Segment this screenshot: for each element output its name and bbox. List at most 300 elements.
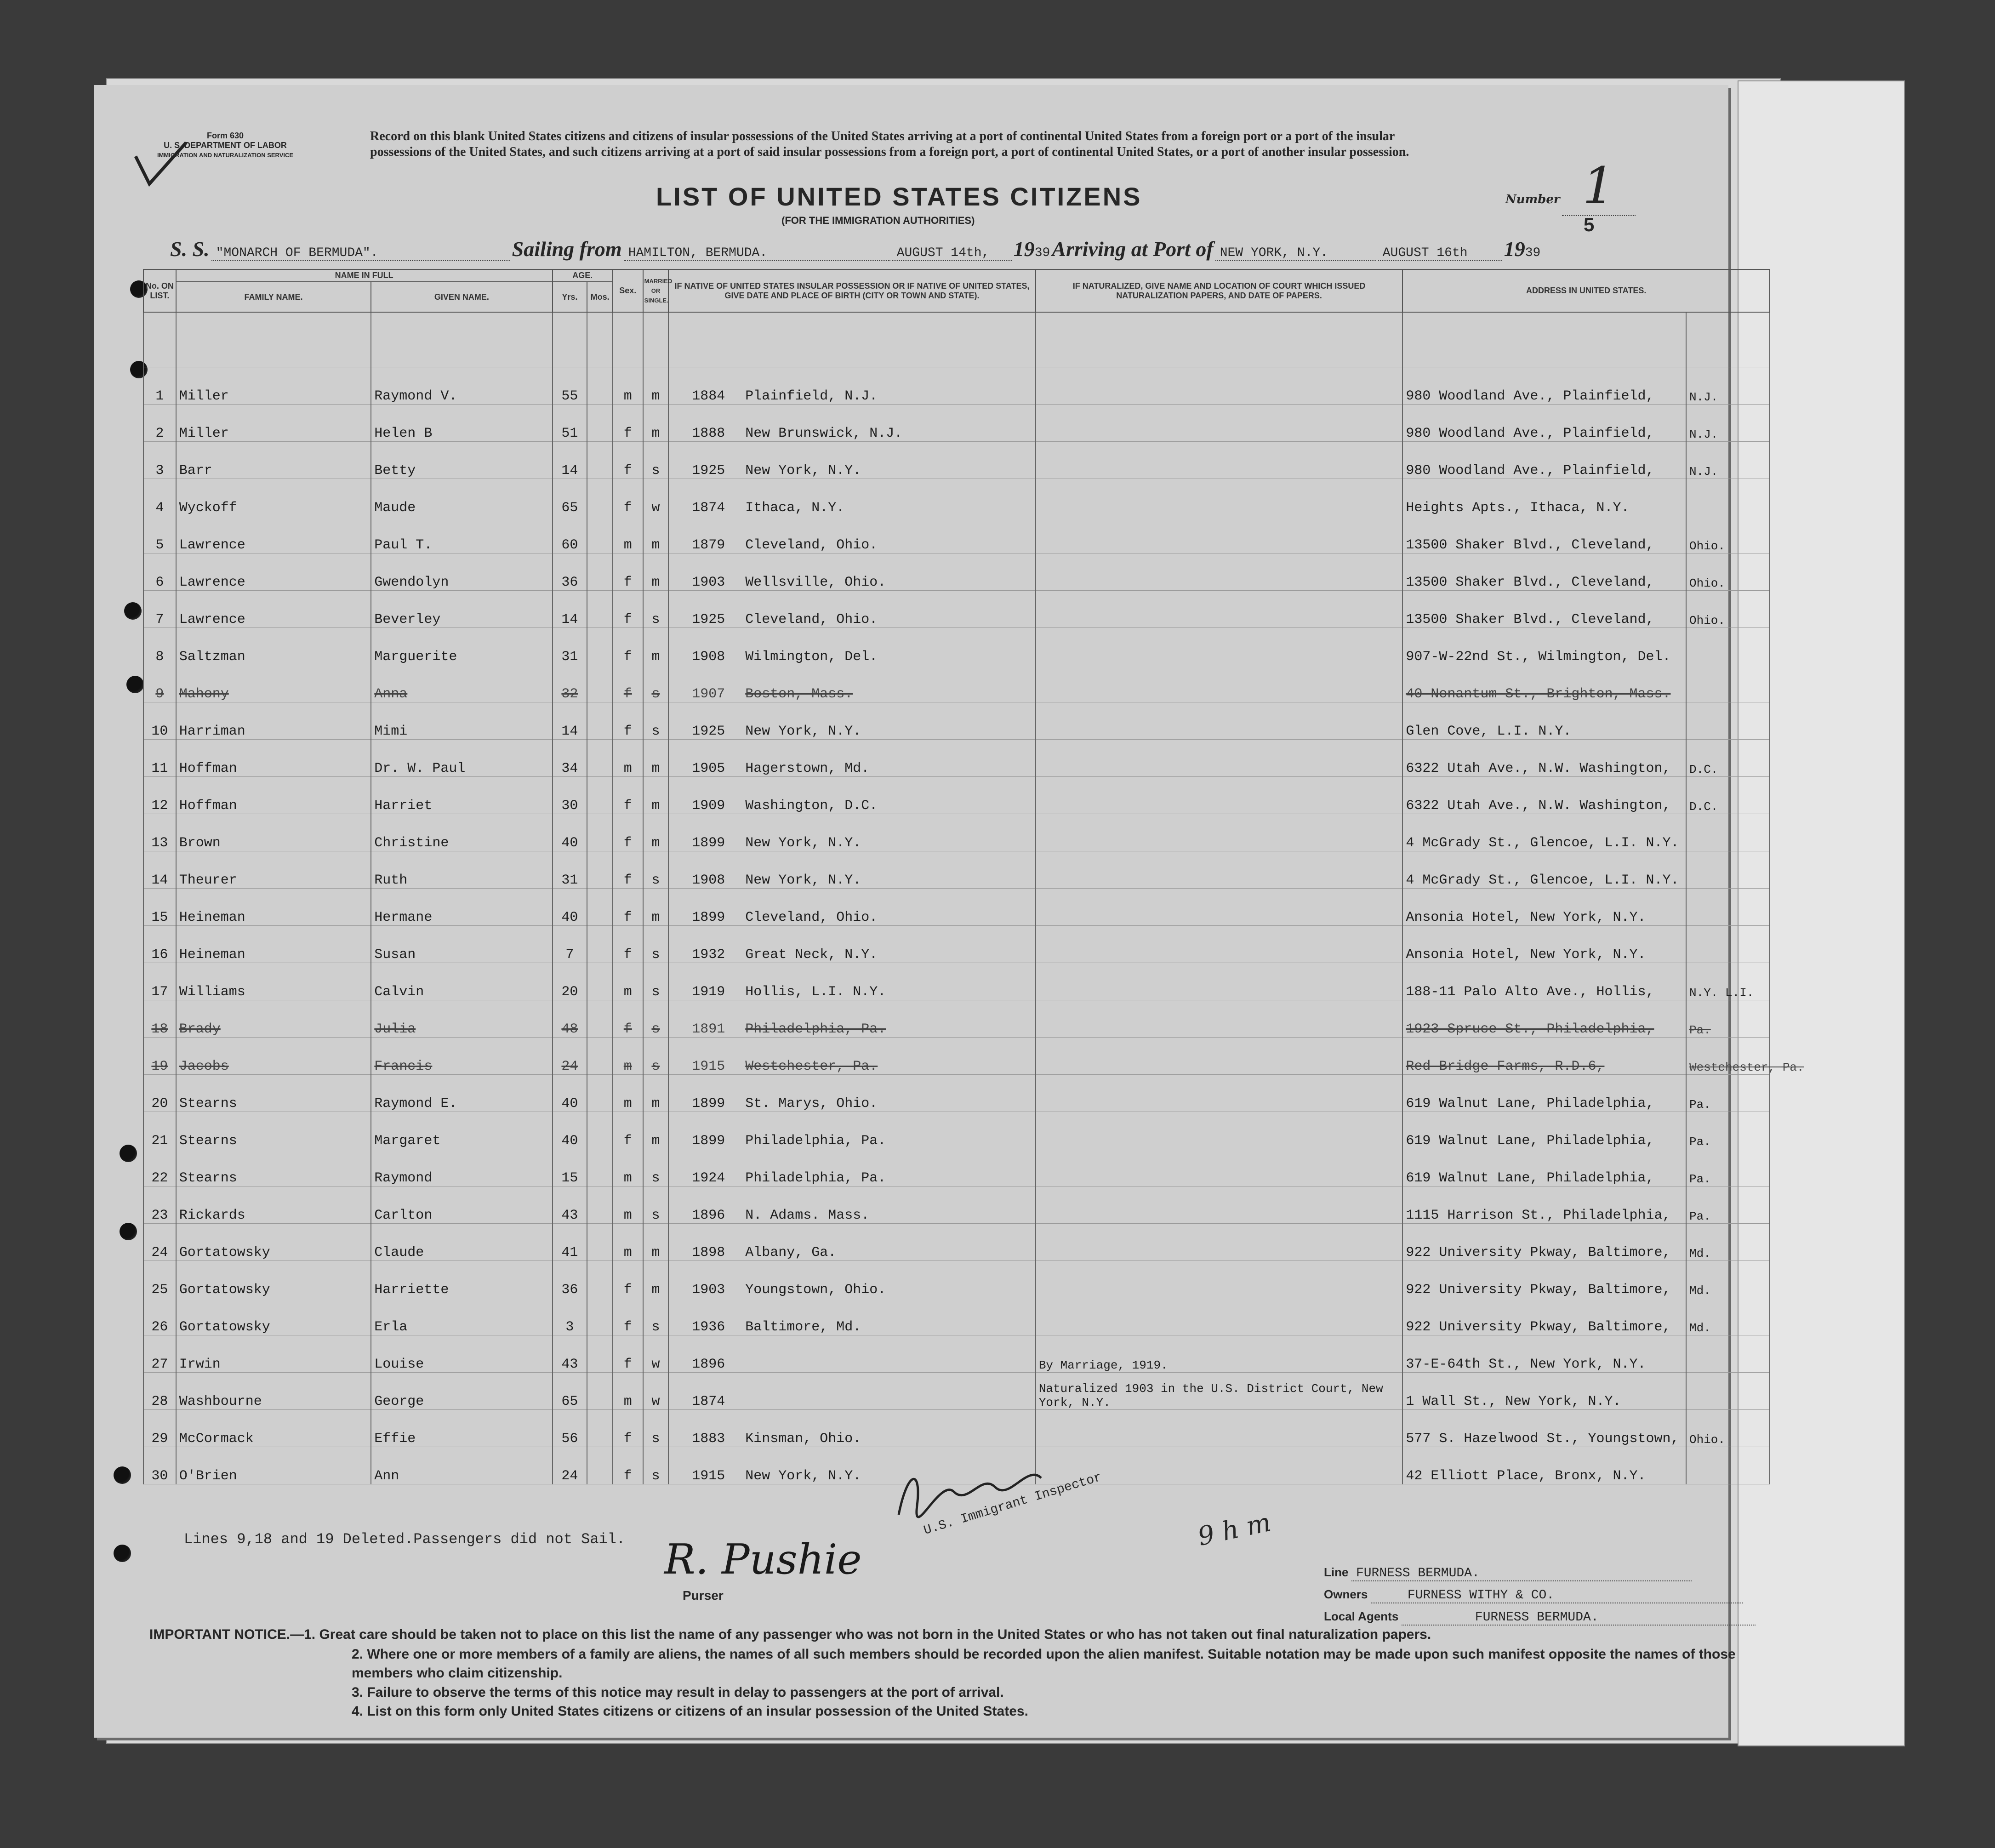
address-state: Md. bbox=[1686, 1224, 1770, 1261]
ship-name: "MONARCH OF BERMUDA". bbox=[211, 246, 510, 261]
birth-info bbox=[668, 777, 1036, 814]
birth-place: Hollis, L.I. N.Y. bbox=[745, 984, 886, 1000]
family-name: Wyckoff bbox=[176, 479, 371, 516]
table-row bbox=[143, 1410, 1770, 1447]
age-months bbox=[587, 1298, 613, 1335]
address-state bbox=[1686, 479, 1770, 516]
marital-status: m bbox=[643, 1112, 669, 1149]
address-state: Md. bbox=[1686, 1261, 1770, 1298]
age-months bbox=[587, 1261, 613, 1298]
naturalization bbox=[1036, 926, 1403, 963]
address-state bbox=[1686, 702, 1770, 740]
marital-status: m bbox=[643, 777, 669, 814]
birth-year: 1905 bbox=[692, 761, 725, 776]
birth-place: Plainfield, N.J. bbox=[745, 388, 878, 404]
owners-label: Owners bbox=[1324, 1587, 1368, 1601]
family-name: Washbourne bbox=[176, 1373, 371, 1410]
age-months bbox=[587, 1075, 613, 1112]
age-years: 36 bbox=[553, 1261, 587, 1298]
birth-place: Great Neck, N.Y. bbox=[745, 947, 878, 963]
age-years: 14 bbox=[553, 591, 587, 628]
address-state: Md. bbox=[1686, 1298, 1770, 1335]
birth-info bbox=[668, 1000, 1036, 1038]
age-years: 48 bbox=[553, 1000, 587, 1038]
birth-year: 1899 bbox=[692, 835, 725, 851]
birth-place: Hagerstown, Md. bbox=[745, 761, 870, 776]
punch-hole bbox=[126, 676, 144, 693]
age-years: 15 bbox=[553, 1149, 587, 1186]
naturalization bbox=[1036, 1038, 1403, 1075]
birth-year: 1919 bbox=[692, 984, 725, 1000]
col-name-in-full: NAME IN FULL bbox=[176, 269, 553, 282]
marital-status: s bbox=[643, 1000, 669, 1038]
given-name: Louise bbox=[371, 1335, 552, 1373]
row-number: 5 bbox=[143, 516, 176, 553]
sex: f bbox=[613, 1298, 643, 1335]
sailing-label: Sailing from bbox=[512, 237, 622, 261]
age-months bbox=[587, 1410, 613, 1447]
birth-place: Youngstown, Ohio. bbox=[745, 1282, 886, 1298]
deleted-lines-note: Lines 9,18 and 19 Deleted.Passengers did not Sail. bbox=[184, 1531, 626, 1548]
given-name: Harriet bbox=[371, 777, 552, 814]
given-name: Anna bbox=[371, 665, 552, 702]
age-months bbox=[587, 367, 613, 405]
notice-item-2: 2. Where one or more members of a family are aliens, the names of all such members should be recorded upon the alien manifest. Suitable notation may be made upon such manifest opposite the names of those members who claim citizenship. bbox=[352, 1647, 1736, 1681]
family-name: Miller bbox=[176, 367, 371, 405]
manifest-page bbox=[94, 85, 1804, 1738]
address: 1115 Harrison St., Philadelphia, bbox=[1402, 1186, 1686, 1224]
marital-status: s bbox=[643, 963, 669, 1000]
age-months bbox=[587, 1186, 613, 1224]
family-name: Williams bbox=[176, 963, 371, 1000]
birth-info bbox=[668, 814, 1036, 851]
birth-place: Albany, Ga. bbox=[745, 1245, 837, 1261]
inspector-signature bbox=[889, 1460, 1083, 1535]
birth-place: St. Marys, Ohio. bbox=[745, 1096, 878, 1112]
address-state: Ohio. bbox=[1686, 553, 1770, 591]
family-name: Gortatowsky bbox=[176, 1298, 371, 1335]
address: 980 Woodland Ave., Plainfield, bbox=[1402, 367, 1686, 405]
age-years: 51 bbox=[553, 405, 587, 442]
naturalization bbox=[1036, 1186, 1403, 1224]
punch-hole bbox=[114, 1466, 131, 1484]
age-months bbox=[587, 479, 613, 516]
address: 6322 Utah Ave., N.W. Washington, bbox=[1402, 740, 1686, 777]
given-name: Susan bbox=[371, 926, 552, 963]
table-spacer-row bbox=[143, 312, 1770, 367]
age-months bbox=[587, 1149, 613, 1186]
address-state bbox=[1686, 814, 1770, 851]
marital-status: s bbox=[643, 1186, 669, 1224]
family-name: Stearns bbox=[176, 1075, 371, 1112]
birth-info bbox=[668, 963, 1036, 1000]
notice-item-3: 3. Failure to observe the terms of this notice may result in delay to passengers at the port of arrival. bbox=[352, 1685, 1004, 1700]
naturalization bbox=[1036, 777, 1403, 814]
address: Ansonia Hotel, New York, N.Y. bbox=[1402, 926, 1686, 963]
age-months bbox=[587, 1335, 613, 1373]
given-name: Dr. W. Paul bbox=[371, 740, 552, 777]
age-months bbox=[587, 516, 613, 553]
naturalization bbox=[1036, 1000, 1403, 1038]
purser-label: Purser bbox=[683, 1588, 724, 1603]
sex: m bbox=[613, 1038, 643, 1075]
address: 980 Woodland Ave., Plainfield, bbox=[1402, 442, 1686, 479]
naturalization bbox=[1036, 1075, 1403, 1112]
address-state: Pa. bbox=[1686, 1112, 1770, 1149]
given-name: Francis bbox=[371, 1038, 552, 1075]
arrival-port: NEW YORK, N.Y. bbox=[1215, 246, 1376, 261]
family-name: Stearns bbox=[176, 1112, 371, 1149]
family-name: Hoffman bbox=[176, 777, 371, 814]
form-number: Form 630 bbox=[206, 131, 244, 140]
arrival-date: AUGUST 16th bbox=[1378, 246, 1502, 261]
address: 907-W-22nd St., Wilmington, Del. bbox=[1402, 628, 1686, 665]
given-name: Christine bbox=[371, 814, 552, 851]
given-name: Julia bbox=[371, 1000, 552, 1038]
table-row bbox=[143, 516, 1770, 553]
sex: f bbox=[613, 702, 643, 740]
birth-place: New York, N.Y. bbox=[745, 1468, 861, 1484]
marital-status: m bbox=[643, 889, 669, 926]
birth-year: 1915 bbox=[692, 1468, 725, 1484]
col-family: FAMILY NAME. bbox=[176, 282, 371, 312]
address: 619 Walnut Lane, Philadelphia, bbox=[1402, 1149, 1686, 1186]
address-state: Pa. bbox=[1686, 1000, 1770, 1038]
form-tag bbox=[147, 131, 303, 160]
address: 922 University Pkway, Baltimore, bbox=[1402, 1298, 1686, 1335]
naturalization bbox=[1036, 516, 1403, 553]
col-yrs: Yrs. bbox=[553, 282, 587, 312]
marital-status: m bbox=[643, 553, 669, 591]
marital-status: m bbox=[643, 1075, 669, 1112]
age-years: 14 bbox=[553, 442, 587, 479]
age-years: 60 bbox=[553, 516, 587, 553]
given-name: Maude bbox=[371, 479, 552, 516]
sex: f bbox=[613, 1261, 643, 1298]
marital-status: m bbox=[643, 1224, 669, 1261]
intro-paragraph: Record on this blank United States citizens and citizens of insular possessions of the United States arriving at a port of continental United States from a foreign port or a port of the insular possessions of the United States, and such citizens arriving at a port of said insular possessions from a foreign port, a port of continental United States, or a port of another insular possession. bbox=[370, 129, 1409, 159]
row-number: 3 bbox=[143, 442, 176, 479]
address-state: Pa. bbox=[1686, 1149, 1770, 1186]
agents-field bbox=[1324, 1609, 1756, 1626]
sex: f bbox=[613, 479, 643, 516]
given-name: Erla bbox=[371, 1298, 552, 1335]
birth-info bbox=[668, 591, 1036, 628]
birth-info bbox=[668, 1075, 1036, 1112]
marital-status: m bbox=[643, 367, 669, 405]
address: 922 University Pkway, Baltimore, bbox=[1402, 1224, 1686, 1261]
family-name: Heineman bbox=[176, 889, 371, 926]
birth-year: 1899 bbox=[692, 1133, 725, 1149]
family-name: Lawrence bbox=[176, 516, 371, 553]
marital-status: s bbox=[643, 851, 669, 889]
form-service: IMMIGRATION AND NATURALIZATION SERVICE bbox=[157, 152, 294, 159]
address: 4 McGrady St., Glencoe, L.I. N.Y. bbox=[1402, 851, 1686, 889]
address: 188-11 Palo Alto Ave., Hollis, bbox=[1402, 963, 1686, 1000]
address-state: N.Y. L.I. bbox=[1686, 963, 1770, 1000]
age-months bbox=[587, 1038, 613, 1075]
birth-info bbox=[668, 628, 1036, 665]
marital-status: s bbox=[643, 1410, 669, 1447]
age-years: 14 bbox=[553, 702, 587, 740]
sex: f bbox=[613, 814, 643, 851]
birth-info bbox=[668, 665, 1036, 702]
row-number: 8 bbox=[143, 628, 176, 665]
birth-place: New York, N.Y. bbox=[745, 724, 861, 739]
marital-status: s bbox=[643, 442, 669, 479]
birth-year: 1898 bbox=[692, 1245, 725, 1261]
inspector-label: U.S. Immigrant Inspector bbox=[922, 1470, 1104, 1538]
family-name: Saltzman bbox=[176, 628, 371, 665]
marital-status: m bbox=[643, 628, 669, 665]
sex: f bbox=[613, 628, 643, 665]
birth-place: Philadelphia, Pa. bbox=[745, 1021, 886, 1037]
naturalization: By Marriage, 1919. bbox=[1036, 1335, 1403, 1373]
col-given: GIVEN NAME. bbox=[371, 282, 552, 312]
sail-year-prefix: 19 bbox=[1013, 237, 1035, 261]
naturalization bbox=[1036, 591, 1403, 628]
address: 13500 Shaker Blvd., Cleveland, bbox=[1402, 516, 1686, 553]
col-age: AGE. bbox=[553, 269, 613, 282]
list-number bbox=[1505, 156, 1636, 216]
age-years: 36 bbox=[553, 553, 587, 591]
row-number: 10 bbox=[143, 702, 176, 740]
age-months bbox=[587, 665, 613, 702]
table-row bbox=[143, 479, 1770, 516]
birth-year: 1909 bbox=[692, 798, 725, 814]
given-name: Ruth bbox=[371, 851, 552, 889]
sex: f bbox=[613, 591, 643, 628]
given-name: Ann bbox=[371, 1447, 552, 1484]
row-number: 14 bbox=[143, 851, 176, 889]
address: 619 Walnut Lane, Philadelphia, bbox=[1402, 1112, 1686, 1149]
sailing-from: HAMILTON, BERMUDA. bbox=[624, 246, 890, 261]
age-years: 40 bbox=[553, 889, 587, 926]
row-number: 13 bbox=[143, 814, 176, 851]
age-months bbox=[587, 553, 613, 591]
birth-year: 1888 bbox=[692, 426, 725, 441]
marital-status: w bbox=[643, 1373, 669, 1410]
address: Heights Apts., Ithaca, N.Y. bbox=[1402, 479, 1686, 516]
row-number: 17 bbox=[143, 963, 176, 1000]
purser-signature: R. Pushie bbox=[664, 1535, 862, 1584]
family-name: Hoffman bbox=[176, 740, 371, 777]
birth-year: 1915 bbox=[692, 1059, 725, 1074]
table-row bbox=[143, 889, 1770, 926]
sex: m bbox=[613, 1373, 643, 1410]
naturalization bbox=[1036, 740, 1403, 777]
address: Ansonia Hotel, New York, N.Y. bbox=[1402, 889, 1686, 926]
sex: f bbox=[613, 405, 643, 442]
page-subtitle: (FOR THE IMMIGRATION AUTHORITIES) bbox=[781, 215, 975, 226]
naturalization bbox=[1036, 1410, 1403, 1447]
notice-item-1 bbox=[149, 1625, 1735, 1644]
age-years: 20 bbox=[553, 963, 587, 1000]
sex: m bbox=[613, 1149, 643, 1186]
address: 980 Woodland Ave., Plainfield, bbox=[1402, 405, 1686, 442]
birth-info bbox=[668, 405, 1036, 442]
voyage-line bbox=[170, 237, 1540, 261]
age-years: 30 bbox=[553, 777, 587, 814]
family-name: Stearns bbox=[176, 1149, 371, 1186]
table-row bbox=[143, 1149, 1770, 1186]
address-state: Ohio. bbox=[1686, 516, 1770, 553]
given-name: Marguerite bbox=[371, 628, 552, 665]
birth-year: 1907 bbox=[692, 686, 725, 702]
address: 6322 Utah Ave., N.W. Washington, bbox=[1402, 777, 1686, 814]
birth-year: 1896 bbox=[692, 1208, 725, 1223]
address: 577 S. Hazelwood St., Youngstown, bbox=[1402, 1410, 1686, 1447]
birth-place: Philadelphia, Pa. bbox=[745, 1170, 886, 1186]
ss-label: S. S. bbox=[170, 237, 210, 261]
table-row bbox=[143, 1224, 1770, 1261]
row-number: 24 bbox=[143, 1224, 176, 1261]
sex: m bbox=[613, 740, 643, 777]
birth-info bbox=[668, 1410, 1036, 1447]
family-name: Miller bbox=[176, 405, 371, 442]
sex: m bbox=[613, 1224, 643, 1261]
number-label: Number bbox=[1505, 193, 1560, 206]
birth-place: Wellsville, Ohio. bbox=[745, 575, 886, 590]
table-row bbox=[143, 591, 1770, 628]
birth-year: 1925 bbox=[692, 724, 725, 739]
age-months bbox=[587, 1447, 613, 1484]
sex: m bbox=[613, 367, 643, 405]
given-name: Claude bbox=[371, 1224, 552, 1261]
age-years: 31 bbox=[553, 628, 587, 665]
col-no: No. ON LIST. bbox=[143, 269, 176, 312]
marital-status: m bbox=[643, 740, 669, 777]
age-years: 7 bbox=[553, 926, 587, 963]
given-name: Raymond V. bbox=[371, 367, 552, 405]
family-name: Gortatowsky bbox=[176, 1261, 371, 1298]
age-months bbox=[587, 814, 613, 851]
age-months bbox=[587, 926, 613, 963]
marital-status: s bbox=[643, 1298, 669, 1335]
table-row bbox=[143, 628, 1770, 665]
given-name: Helen B bbox=[371, 405, 552, 442]
table-row bbox=[143, 1038, 1770, 1075]
row-number: 19 bbox=[143, 1038, 176, 1075]
naturalization: Naturalized 1903 in the U.S. District Court, New York, N.Y. bbox=[1036, 1373, 1403, 1410]
birth-place: Cleveland, Ohio. bbox=[745, 612, 878, 627]
sex: f bbox=[613, 1447, 643, 1484]
birth-info bbox=[668, 702, 1036, 740]
address: 37-E-64th St., New York, N.Y. bbox=[1402, 1335, 1686, 1373]
row-number: 27 bbox=[143, 1335, 176, 1373]
birth-info bbox=[668, 367, 1036, 405]
birth-place: New York, N.Y. bbox=[745, 873, 861, 888]
birth-year: 1936 bbox=[692, 1319, 725, 1335]
table-row bbox=[143, 926, 1770, 963]
address-state bbox=[1686, 1447, 1770, 1484]
birth-info bbox=[668, 926, 1036, 963]
inspector-signature-icon bbox=[889, 1460, 1083, 1533]
birth-place: Washington, D.C. bbox=[745, 798, 878, 814]
page-title: LIST OF UNITED STATES CITIZENS bbox=[656, 182, 1142, 211]
birth-year: 1883 bbox=[692, 1431, 725, 1447]
age-months bbox=[587, 405, 613, 442]
address: 1923 Spruce St., Philadelphia, bbox=[1402, 1000, 1686, 1038]
naturalization bbox=[1036, 1149, 1403, 1186]
notice-heading: IMPORTANT NOTICE. bbox=[149, 1627, 291, 1642]
family-name: Barr bbox=[176, 442, 371, 479]
family-name: Irwin bbox=[176, 1335, 371, 1373]
family-name: Brown bbox=[176, 814, 371, 851]
age-months bbox=[587, 889, 613, 926]
birth-year: 1903 bbox=[692, 1282, 725, 1298]
naturalization bbox=[1036, 889, 1403, 926]
age-years: 32 bbox=[553, 665, 587, 702]
naturalization bbox=[1036, 1298, 1403, 1335]
birth-info bbox=[668, 1335, 1036, 1373]
age-years: 31 bbox=[553, 851, 587, 889]
age-months bbox=[587, 628, 613, 665]
birth-place: Cleveland, Ohio. bbox=[745, 537, 878, 553]
age-years: 3 bbox=[553, 1298, 587, 1335]
table-row bbox=[143, 777, 1770, 814]
table-row bbox=[143, 814, 1770, 851]
passenger-rows bbox=[143, 312, 1804, 1484]
naturalization bbox=[1036, 553, 1403, 591]
table-row bbox=[143, 1298, 1770, 1335]
sex: f bbox=[613, 926, 643, 963]
punch-hole bbox=[124, 602, 142, 620]
marital-status: s bbox=[643, 665, 669, 702]
age-months bbox=[587, 442, 613, 479]
sex: f bbox=[613, 553, 643, 591]
address-state: Ohio. bbox=[1686, 591, 1770, 628]
birth-info bbox=[668, 442, 1036, 479]
birth-info bbox=[668, 1298, 1036, 1335]
given-name: Betty bbox=[371, 442, 552, 479]
family-name: Lawrence bbox=[176, 591, 371, 628]
naturalization bbox=[1036, 405, 1403, 442]
given-name: Harriette bbox=[371, 1261, 552, 1298]
sex: f bbox=[613, 1112, 643, 1149]
table-row bbox=[143, 740, 1770, 777]
family-name: Harriman bbox=[176, 702, 371, 740]
table-row bbox=[143, 553, 1770, 591]
birth-place: Ithaca, N.Y. bbox=[745, 500, 845, 516]
birth-year: 1932 bbox=[692, 947, 725, 963]
row-number: 4 bbox=[143, 479, 176, 516]
birth-info bbox=[668, 516, 1036, 553]
given-name: Hermane bbox=[371, 889, 552, 926]
age-years: 24 bbox=[553, 1447, 587, 1484]
family-name: McCormack bbox=[176, 1410, 371, 1447]
birth-year: 1874 bbox=[692, 500, 725, 516]
birth-year: 1879 bbox=[692, 537, 725, 553]
row-number: 23 bbox=[143, 1186, 176, 1224]
given-name: Calvin bbox=[371, 963, 552, 1000]
agents-label: Local Agents bbox=[1324, 1609, 1399, 1623]
sex: m bbox=[613, 1186, 643, 1224]
arrive-year: 39 bbox=[1525, 246, 1541, 260]
birth-year: 1925 bbox=[692, 612, 725, 627]
age-years: 40 bbox=[553, 1075, 587, 1112]
row-number: 22 bbox=[143, 1149, 176, 1186]
given-name: Margaret bbox=[371, 1112, 552, 1149]
marital-status: s bbox=[643, 1149, 669, 1186]
birth-place: Philadelphia, Pa. bbox=[745, 1133, 886, 1149]
table-row bbox=[143, 1075, 1770, 1112]
table-row bbox=[143, 1335, 1770, 1373]
age-years: 34 bbox=[553, 740, 587, 777]
address: 4 McGrady St., Glencoe, L.I. N.Y. bbox=[1402, 814, 1686, 851]
table-row bbox=[143, 1112, 1770, 1149]
col-sex: Sex. bbox=[613, 269, 643, 312]
